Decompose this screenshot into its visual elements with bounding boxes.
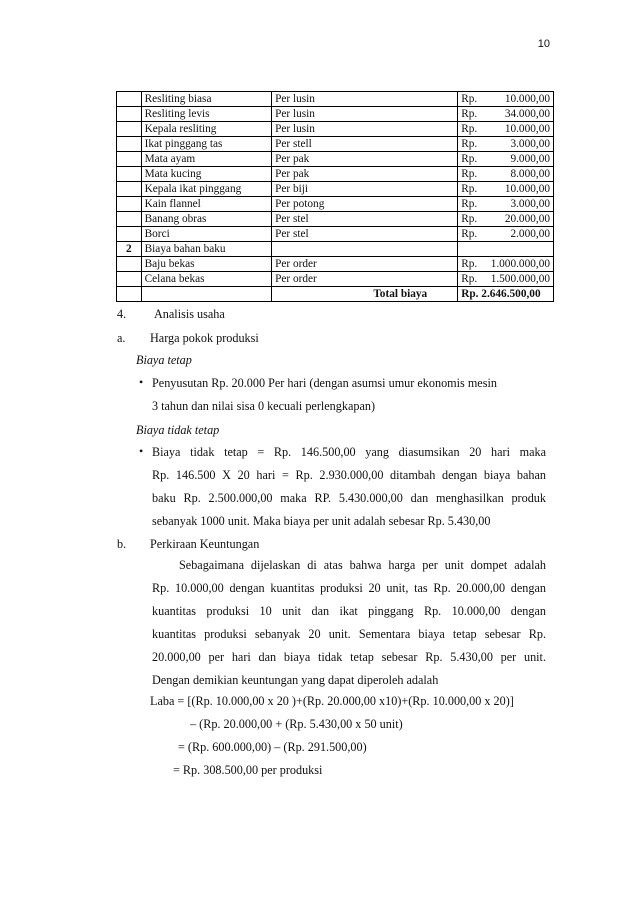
item-unit: Per order xyxy=(272,272,458,287)
item-price xyxy=(458,152,554,167)
table-row xyxy=(117,242,554,257)
item-price xyxy=(458,167,554,182)
item-unit: Per lusin xyxy=(272,122,458,137)
variable-cost-line: Rp. 146.500 X 20 hari = Rp. 2.930.000,00 ditambah dengan biaya bahan xyxy=(152,468,546,482)
table-row xyxy=(117,167,554,182)
item-price xyxy=(458,197,554,212)
item-unit: Per pak xyxy=(272,167,458,182)
variable-cost-line: Biaya tidak tetap = Rp. 146.500,00 yang diasumsikan 20 hari maka xyxy=(152,445,546,459)
item-name: Ikat pinggang tas xyxy=(141,137,271,152)
row-number xyxy=(117,92,142,107)
fixed-cost-heading: Biaya tetap xyxy=(136,353,192,367)
table-row xyxy=(117,182,554,197)
currency-label: Rp. xyxy=(461,122,478,135)
row-number xyxy=(117,257,142,272)
item-name: Borci xyxy=(141,227,271,242)
item-unit: Per potong xyxy=(272,197,458,212)
table-row xyxy=(117,92,554,107)
table-row xyxy=(117,107,554,122)
currency-label: Rp. xyxy=(461,152,478,165)
row-number xyxy=(117,137,142,152)
row-number xyxy=(117,152,142,167)
variable-cost-line: baku Rp. 2.500.000,00 maka RP. 5.430.000,00 dan menghasilkan produk xyxy=(152,491,546,505)
amount-value: 1.000.000,00 xyxy=(490,257,550,270)
item-name: Kepala ikat pinggang xyxy=(141,182,271,197)
row-number xyxy=(117,107,142,122)
row-number xyxy=(117,122,142,137)
row-number xyxy=(117,197,142,212)
currency-label: Rp. xyxy=(461,212,478,225)
row-number xyxy=(117,227,142,242)
amount-value: 8.000,00 xyxy=(510,167,550,180)
item-name: Kepala resliting xyxy=(141,122,271,137)
row-number xyxy=(117,182,142,197)
table-row xyxy=(117,212,554,227)
item-unit: Per biji xyxy=(272,182,458,197)
item-price xyxy=(458,122,554,137)
item-price xyxy=(458,227,554,242)
variable-cost-heading: Biaya tidak tetap xyxy=(136,423,220,437)
item-name: Banang obras xyxy=(141,212,271,227)
table-row xyxy=(117,137,554,152)
amount-value: 1.500.000,00 xyxy=(490,272,550,285)
item-price xyxy=(458,182,554,197)
table-row xyxy=(117,197,554,212)
section-title: Analisis usaha xyxy=(154,307,225,321)
currency-label: Rp. xyxy=(461,257,478,270)
amount-value: 3.000,00 xyxy=(510,197,550,210)
profit-paragraph-line: 20.000,00 per hari dan biaya tidak tetap sebesar Rp. 5.430,00 per unit. xyxy=(152,650,546,664)
profit-paragraph-line: kuantitas produksi 10 unit dan ikat pinggang Rp. 10.000,00 dengan xyxy=(152,604,546,618)
table-row xyxy=(117,152,554,167)
item-price xyxy=(458,242,554,257)
table-cell xyxy=(141,287,271,302)
page-number: 10 xyxy=(537,38,550,50)
amount-value: 10.000,00 xyxy=(504,92,550,105)
item-price xyxy=(458,257,554,272)
table-row xyxy=(117,122,554,137)
item-name: Baju bekas xyxy=(141,257,271,272)
profit-paragraph-line: Dengan demikian keuntungan yang dapat diperoleh adalah xyxy=(152,673,439,687)
currency-label: Rp. xyxy=(461,182,478,195)
currency-label: Rp. xyxy=(461,92,478,105)
section-number: 4. xyxy=(117,307,127,321)
row-number: 2 xyxy=(117,242,142,257)
item-name: Resliting levis xyxy=(141,107,271,122)
item-price xyxy=(458,92,554,107)
item-name: Mata kucing xyxy=(141,167,271,182)
table-row xyxy=(117,272,554,287)
amount-value: 34.000,00 xyxy=(504,107,550,120)
cost-table xyxy=(116,91,554,302)
item-price xyxy=(458,137,554,152)
subsection-b-title: Perkiraan Keuntungan xyxy=(150,537,260,551)
currency-label: Rp. xyxy=(461,197,478,210)
row-number xyxy=(117,212,142,227)
item-name: Mata ayam xyxy=(141,152,271,167)
table-total-row xyxy=(117,287,554,302)
bullet-icon: • xyxy=(139,444,144,458)
calc-line: Laba = [(Rp. 10.000,00 x 20 )+(Rp. 20.000,00 x10)+(Rp. 10.000,00 x 20)] xyxy=(150,694,514,708)
currency-label: Rp. xyxy=(461,167,478,180)
item-unit: Per order xyxy=(272,257,458,272)
item-unit: Per lusin xyxy=(272,107,458,122)
currency-label: Rp. xyxy=(461,107,478,120)
amount-value: 9.000,00 xyxy=(510,152,550,165)
item-price xyxy=(458,212,554,227)
item-unit: Per stell xyxy=(272,137,458,152)
subsection-b-label: b. xyxy=(117,537,127,551)
item-name: Kain flannel xyxy=(141,197,271,212)
item-price xyxy=(458,272,554,287)
fixed-cost-line: 3 tahun dan nilai sisa 0 kecuali perlengkapan) xyxy=(152,399,376,413)
subsection-a-title: Harga pokok produksi xyxy=(150,331,259,345)
row-number xyxy=(117,167,142,182)
profit-paragraph-line: kuantitas produksi sebanyak 20 unit. Sementara biaya tetap sebesar Rp. xyxy=(152,627,546,641)
item-price xyxy=(458,107,554,122)
item-unit: Per stel xyxy=(272,212,458,227)
table-row xyxy=(117,257,554,272)
item-name: Biaya bahan baku xyxy=(141,242,271,257)
total-label: Total biaya xyxy=(272,287,458,302)
bullet-icon: • xyxy=(139,375,144,389)
table-cell xyxy=(117,287,142,302)
amount-value: 20.000,00 xyxy=(504,212,550,225)
profit-paragraph-line: Rp. 10.000,00 dengan kuantitas produksi 20 unit, tas Rp. 20.000,00 dengan xyxy=(152,581,546,595)
total-value: Rp. 2.646.500,00 xyxy=(458,287,554,302)
item-unit xyxy=(272,242,458,257)
amount-value: 2.000,00 xyxy=(510,227,550,240)
table-row xyxy=(117,227,554,242)
calc-line: = Rp. 308.500,00 per produksi xyxy=(173,763,323,777)
item-name: Celana bekas xyxy=(141,272,271,287)
currency-label: Rp. xyxy=(461,137,478,150)
amount-value: 10.000,00 xyxy=(504,182,550,195)
subsection-a-label: a. xyxy=(117,331,126,345)
item-unit: Per stel xyxy=(272,227,458,242)
currency-label: Rp. xyxy=(461,272,478,285)
amount-value: 10.000,00 xyxy=(504,122,550,135)
calc-line: = (Rp. 600.000,00) – (Rp. 291.500,00) xyxy=(178,740,367,754)
currency-label: Rp. xyxy=(461,227,478,240)
profit-paragraph-line: Sebagaimana dijelaskan di atas bahwa harga per unit dompet adalah xyxy=(179,558,546,572)
calc-line: – (Rp. 20.000,00 + (Rp. 5.430,00 x 50 unit) xyxy=(190,717,403,731)
variable-cost-line: sebanyak 1000 unit. Maka biaya per unit adalah sebesar Rp. 5.430,00 xyxy=(152,514,491,528)
item-unit: Per lusin xyxy=(272,92,458,107)
amount-value: 3.000,00 xyxy=(510,137,550,150)
row-number xyxy=(117,272,142,287)
item-name: Resliting biasa xyxy=(141,92,271,107)
fixed-cost-line: Penyusutan Rp. 20.000 Per hari (dengan asumsi umur ekonomis mesin xyxy=(152,376,497,390)
item-unit: Per pak xyxy=(272,152,458,167)
